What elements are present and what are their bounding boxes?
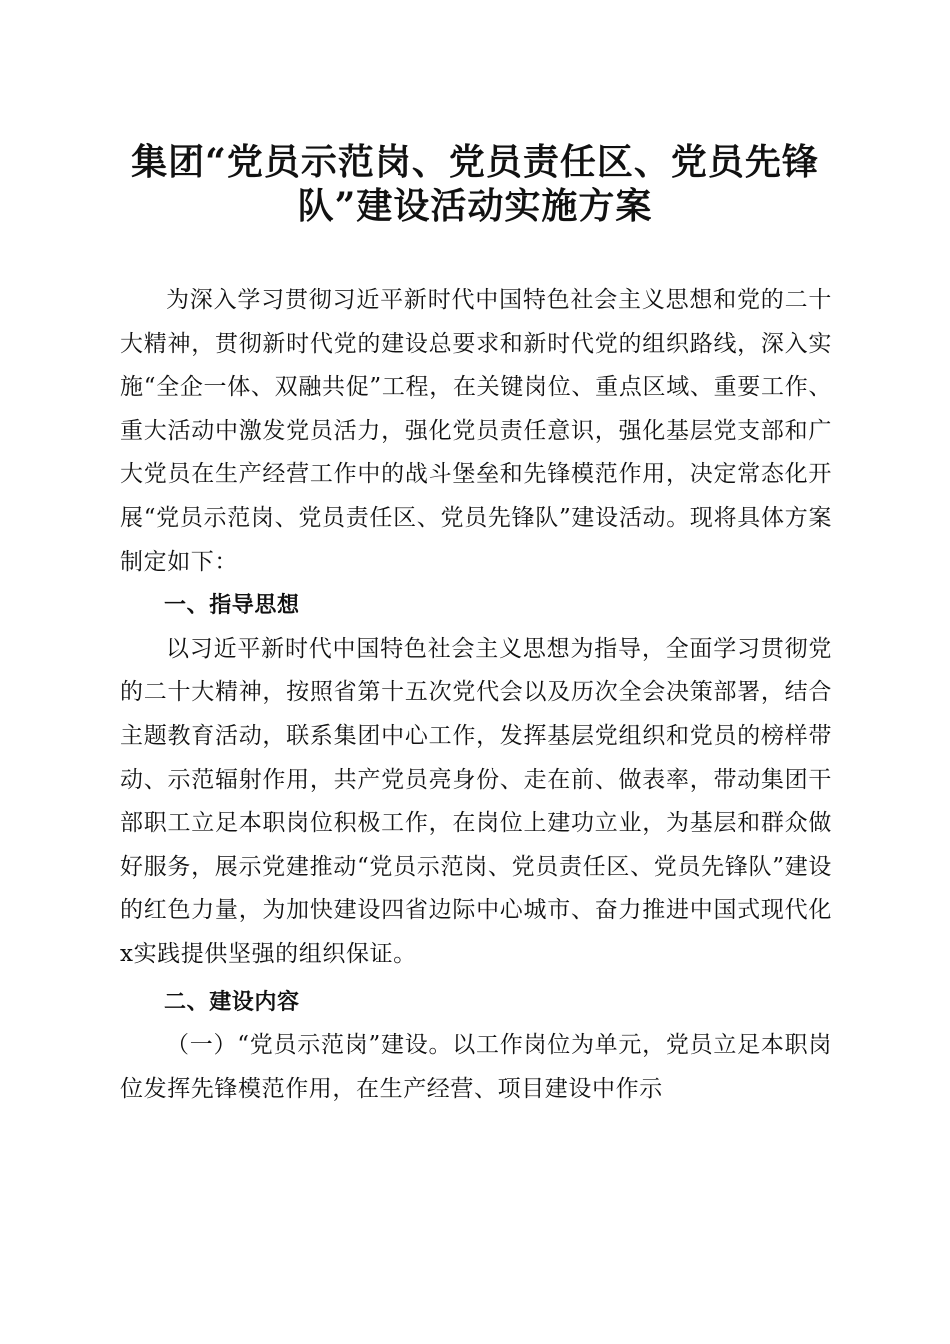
title-line-2: 队”建设活动实施方案 (297, 185, 653, 227)
section-heading-construction-content: 二、建设内容 (164, 989, 300, 1015)
construction-item-1-paragraph: （一）“党员示范岗”建设。以工作岗位为单元，党员立足本职岗位发挥先锋模范作用，在生产经营、项目建设中作示 (120, 1032, 832, 1102)
section-heading-guiding-ideology: 一、指导思想 (164, 593, 300, 619)
title-line-1: 集团“党员示范岗、党员责任区、党员先锋 (131, 141, 819, 183)
intro-paragraph: 为深入学习贯彻习近平新时代中国特色社会主义思想和党的二十大精神，贯彻新时代党的建设总要求和新时代党的组织路线，深入实施“全企一体、双融共促”工程，在关键岗位、重点区域、重要工作、重大活动中激发党员活力，强化党员责任意识，强化基层党支部和广大党员在生产经营工作中的战斗堡垒和先锋模范作用，决定常态化开展“党员示范岗、党员责任区、党员先锋队”建设活动。现将具体方案制定如下： (120, 287, 832, 575)
guiding-ideology-paragraph: 以习近平新时代中国特色社会主义思想为指导，全面学习贯彻党的二十大精神，按照省第十五次党代会以及历次全会决策部署，结合主题教育活动，联系集团中心工作，发挥基层党组织和党员的榜样带动、示范辐射作用，共产党员亮身份、走在前、做表率，带动集团干部职工立足本职岗位积极工作，在岗位上建功立业，为基层和群众做好服务，展示党建推动“党员示范岗、党员责任区、党员先锋队”建设的红色力量，为加快建设四省边际中心城市、奋力推进中国式现代化x实践提供坚强的组织保证。 (120, 635, 832, 967)
document-body (120, 279, 832, 1111)
document-title (110, 140, 840, 228)
